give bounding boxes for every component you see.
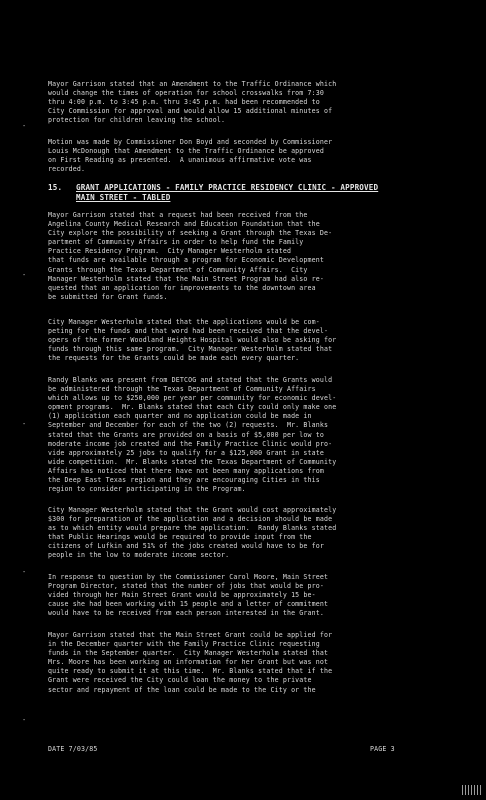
footer-date: DATE 7/03/85 — [48, 745, 98, 753]
agenda-item-number: 15. — [48, 183, 63, 192]
paragraph-main-street-jobs: In response to question by the Commissioner Carol Moore, Main Street Program Director, stated that the number of jobs that would be pro- vided through her Main Street Grant would be approximately 15 be- cause she had been working with 15 people and a letter of commitment would have to be received from each person interested in the Grant. — [48, 573, 329, 618]
paragraph-detcog-blanks: Randy Blanks was present from DETCOG and stated that the Grants would be administered through the Texas Department of Community Affairs which allows up to $250,000 per year per community for economic devel- opment programs. Mr. Blanks stated that each City could only make one (1) application each quarter and no application could be made in September and December for each of the two (2) requests. Mr. Blanks stated that the Grants are provided on a basis of $5,000 per low to moderate income job created and the Family Practice Clinic would pro- vide approximately 25 jobs to qualify for a $125,000 Grant in state wide competition. Mr. Blanks stated the Texas Department of Community Affairs has noticed that there have not been many applications from the Deep East Texas region and they are encouraging Cities in this region to consider participating in the Program. — [48, 376, 337, 494]
margin-mark: - — [22, 716, 27, 724]
paragraph-grant-request: Mayor Garrison stated that a request had been received from the Angelina County Medical Research and Education Foundation that the City explore the possibility of seeking a Grant through the Texas De- partment of Community Affairs in order to help fund the Family Practice Residency Program. City Manager Westerholm stated that funds are available through a program for Economic Development Grants through the Texas Department of Community Affairs. City Manager Westerholm stated that the Main Street Program had also re- quested that an application for improvements to the downtown area be submitted for Grant funds. — [48, 211, 333, 301]
paragraph-december-quarter: Mayor Garrison stated that the Main Street Grant could be applied for in the December quarter with the Family Practice Clinic requesting funds in the September quarter. City Manager Westerholm stated that Mrs. Moore has been working on information for her Grant but was not quite ready to submit it at this time. Mr. Blanks stated that if the Grant were received the City could loan the money to the private sector and repayment of the loan could be made to the City or the — [48, 631, 333, 694]
paragraph-grant-cost: City Manager Westerholm stated that the Grant would cost approximately $300 for preparation of the application and a decision should be made as to which entity would prepare the application. Randy Blanks stated that Public Hearings would be required to provide input from the citizens of Lufkin and 51% of the jobs created would have to be for people in the low to moderate income sector. — [48, 506, 337, 560]
paragraph-competing-applications: City Manager Westerholm stated that the applications would be com- peting for the funds and that word had been received that the devel- opers of the former Woodland Heights Hospital would also be asking for funds through this same program. City Manager Westerholm stated that the requests for the Grants could be made each every quarter. — [48, 318, 337, 363]
agenda-item-title: GRANT APPLICATIONS - FAMILY PRACTICE RESIDENCY CLINIC - APPROVED MAIN STREET - TABLED — [76, 183, 379, 202]
margin-mark: - — [22, 568, 27, 576]
margin-mark: - — [22, 271, 27, 279]
scan-edge-noise — [462, 785, 482, 795]
paragraph-crosswalk-amendment: Mayor Garrison stated that an Amendment to the Traffic Ordinance which would change the times of operation for school crosswalks from 7:30 thru 4:00 p.m. to 3:45 p.m. thru 3:45 p.m. had been recommended to City Commission for approval and would allow 15 additional minutes of protection for children leaving the school. — [48, 80, 337, 125]
footer-page-number: PAGE 3 — [370, 745, 395, 753]
margin-mark: - — [22, 122, 27, 130]
margin-mark: - — [22, 420, 27, 428]
paragraph-motion-traffic-ordinance: Motion was made by Commissioner Don Boyd and seconded by Commissioner Louis McDonough that Amendment to the Traffic Ordinance be approved on First Reading as presented. A unanimous affirmative vote was recorded. — [48, 138, 333, 174]
